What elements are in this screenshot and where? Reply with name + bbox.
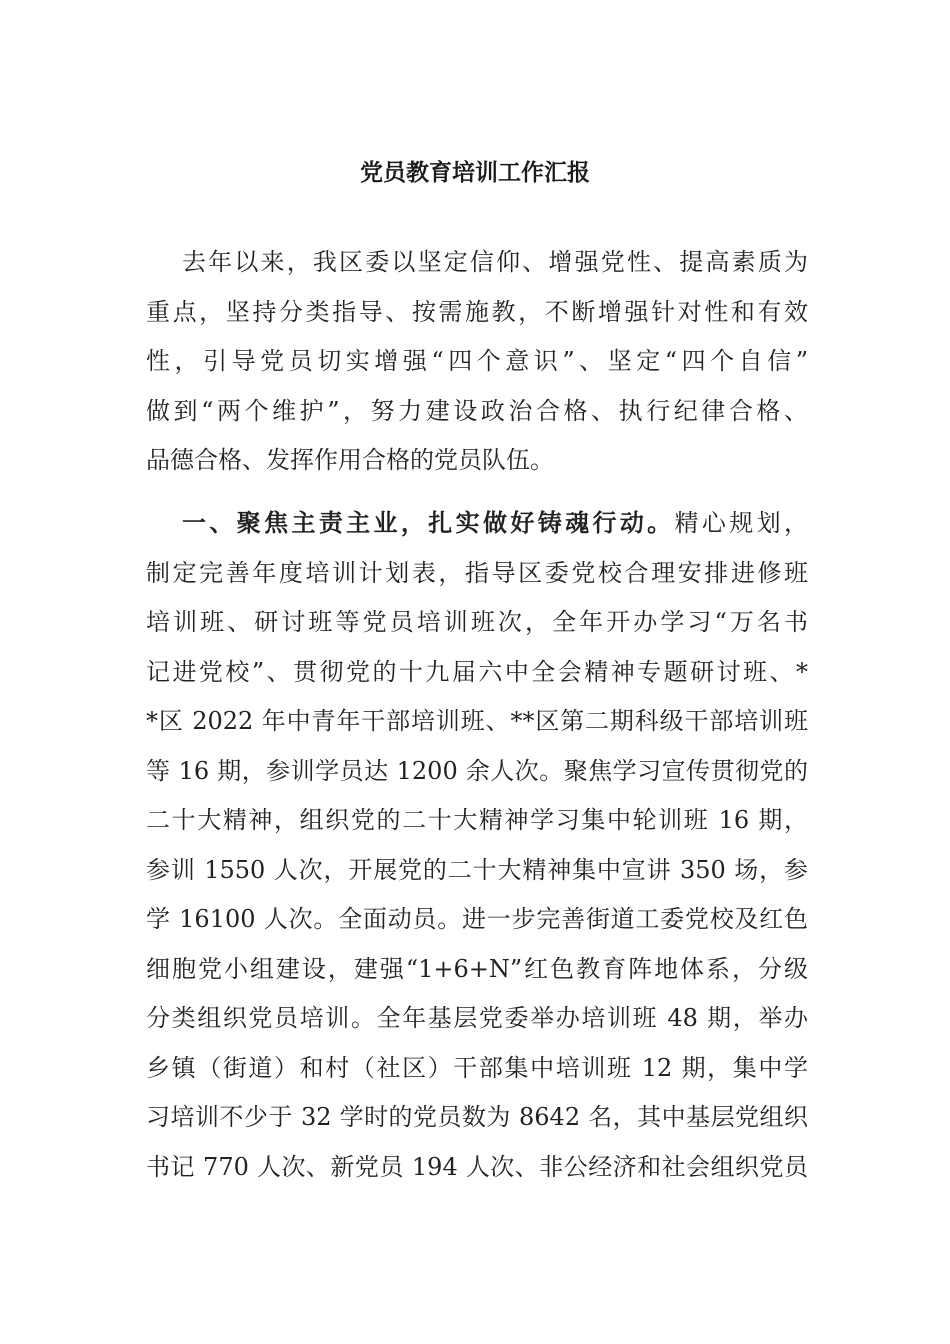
paragraph-line: 学 16100 人次。全面动员。进一步完善街道工委党校及红色	[146, 905, 808, 933]
page-title: 党员教育培训工作汇报	[360, 160, 590, 186]
paragraph-first-line	[146, 499, 808, 549]
paragraph-line: 做到“两个维护”，努力建设政治合格、执行纪律合格、	[146, 396, 808, 425]
paragraph-line: 培训班、研讨班等党员培训班次，全年开办学习“万名书	[146, 608, 808, 636]
paragraph-line: 去年以来，我区委以坚定信仰、增强党性、提高素质为	[182, 248, 808, 276]
paragraph-line: 重点，坚持分类指导、按需施教，不断增强针对性和有效	[146, 297, 808, 326]
paragraph-line: 分类组织党员培训。全年基层党委举办培训班 48 期，举办	[146, 1004, 808, 1032]
paragraph-line: 细胞党小组建设，建强“1+6+N”红色教育阵地体系，分级	[146, 954, 808, 983]
paragraph-line: 品德合格、发挥作用合格的党员队伍。	[146, 446, 554, 474]
paragraph-line: 乡镇（街道）和村（社区）干部集中培训班 12 期，集中学	[146, 1053, 808, 1082]
paragraph-line: 制定完善年度培训计划表，指导区委党校合理安排进修班	[146, 558, 808, 587]
section-heading: 一、聚焦主责主业，扎实做好铸魂行动。	[182, 509, 675, 537]
paragraph-line: 书记 770 人次、新党员 194 人次、非公经济和社会组织党员	[146, 1152, 808, 1181]
paragraph-line: 记进党校”、贯彻党的十九届六中全会精神专题研讨班、*	[146, 657, 808, 686]
paragraph-line: 习培训不少于 32 学时的党员数为 8642 名，其中基层党组织	[146, 1103, 808, 1131]
paragraph-line: *区 2022 年中青年干部培训班、**区第二期科级干部培训班	[146, 707, 808, 735]
paragraph-text: 精心规划，	[674, 509, 808, 537]
section-one-paragraph	[146, 499, 808, 1192]
paragraph-line: 二十大精神，组织党的二十大精神学习集中轮训班 16 期，	[146, 806, 808, 834]
intro-paragraph	[146, 238, 808, 486]
paragraph-line: 等 16 期，参训学员达 1200 余人次。聚焦学习宣传贯彻党的	[146, 756, 808, 785]
paragraph-line: 性，引导党员切实增强“四个意识”、坚定“四个自信”	[146, 347, 808, 375]
paragraph-line: 参训 1550 人次，开展党的二十大精神集中宣讲 350 场，参	[146, 855, 808, 884]
